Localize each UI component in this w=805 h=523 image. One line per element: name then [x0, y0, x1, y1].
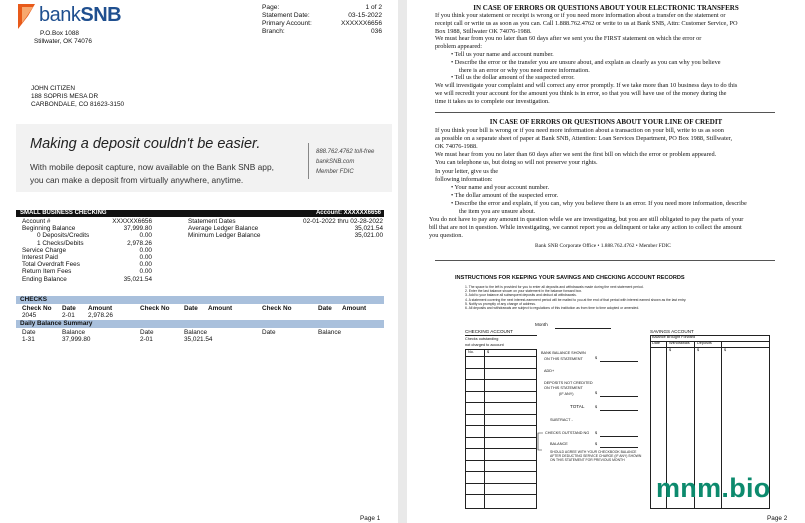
promo-banner: [16, 124, 392, 192]
summary-label: 0 Deposits/Credits: [37, 232, 90, 240]
checks-section-bar: [16, 296, 384, 304]
checks-outstanding-box[interactable]: [465, 349, 537, 509]
summary-label: Return Item Fees: [22, 268, 72, 276]
checks-cell: 2045: [22, 312, 37, 319]
note-line: ON THIS STATEMENT FOR PREVIOUS MONTH: [550, 458, 625, 463]
check-entry-line[interactable]: [465, 437, 537, 438]
instructions-title: INSTRUCTIONS FOR KEEPING YOUR SAVINGS AND CHECKING ACCOUNT RECORDS: [455, 275, 685, 281]
check-entry-line[interactable]: [465, 471, 537, 472]
promo-site-link[interactable]: bankSNB.com: [316, 159, 355, 165]
balance-forward-label: Balance Brought Forward: [652, 335, 696, 339]
daily-cell: 37,999.80: [62, 336, 91, 343]
electronic-line: we will recredit your account for the amount you think is in error, so that you will have use of the money during the: [435, 90, 727, 97]
electronic-line: receipt call or write us as soon as you can. Call 1.888.762.4762 or write to us at Bank SNB, Attn: Customer Service, PO: [435, 19, 738, 27]
summary-value: 0.00: [139, 232, 152, 240]
summary-value: 0.00: [139, 254, 152, 261]
credit-line: • Your name and your account number.: [451, 183, 550, 191]
promo-line2: you can make a deposit from virtually anywhere, anytime.: [30, 175, 244, 185]
customer-name: JOHN CITIZEN: [31, 85, 76, 92]
branch-label: Branch:: [262, 28, 285, 35]
line-of-credit-title: IN CASE OF ERRORS OR QUESTIONS ABOUT YOUR LINE OF CREDIT: [489, 118, 723, 126]
checks-cell: 2-01: [62, 312, 75, 319]
instruction-step: 2. Enter the last balance shown on your statement in the balance forward box.: [465, 289, 583, 294]
electronic-line: • Tell us the dollar amount of the suspected error.: [451, 74, 575, 82]
daily-cell: 2-01: [140, 336, 153, 343]
total-dollar: $: [595, 405, 598, 409]
check-entry-line[interactable]: [465, 379, 537, 380]
checks-title: CHECKS: [20, 296, 47, 303]
checks-header: Amount: [342, 305, 367, 312]
electronic-line: Box 1988, Stillwater OK 74076-1988.: [435, 27, 532, 35]
summary-value: 35,021.00: [354, 232, 383, 240]
bracket-arrow-icon: [536, 432, 544, 452]
bank-balance-dollar: $: [595, 356, 598, 360]
summary-value: 37,999.80: [123, 225, 152, 233]
customer-street: 188 SOPRIS MESA DR: [31, 93, 99, 100]
daily-balance-title: Daily Balance Summary: [20, 320, 93, 327]
not-charged-label: not charged to account: [465, 343, 504, 347]
checks-outstanding-caps-label: CHECKS OUTSTAND NG: [545, 431, 590, 435]
checks-header: Amount: [88, 305, 113, 312]
watermark: mnm.bio: [656, 473, 771, 503]
daily-balance-bar: [16, 320, 384, 328]
check-entry-line[interactable]: [465, 460, 537, 461]
credit-line: following information:: [435, 175, 493, 183]
summary-value: 35,021.54: [354, 225, 383, 233]
on-statement-label: ON THIS STATEMENT: [544, 357, 583, 361]
instruction-step: 1. The space to the left is provided for you to enter all deposits and withdrawals made during the next statement period.: [465, 285, 644, 289]
deposits-not-credited-label: DEPOSITS NOT CREDITED: [544, 381, 593, 385]
savings-withdrawals-header: Withdrawals: [669, 341, 690, 345]
page-number-2: Page 2: [767, 515, 788, 522]
instruction-step: 4. A statement covering the next interest-earnment period will be mailed to you at the end of that period with interest earned shown as the last entry.: [465, 297, 687, 302]
credit-line: You can telephone us, but doing so will not preserve your rights.: [435, 159, 598, 167]
daily-header: Balance: [318, 329, 342, 336]
page-number: Page 1: [360, 515, 381, 522]
daily-cell: 1-31: [22, 336, 35, 343]
checks-outstanding-label: Checks outstanding: [465, 337, 499, 341]
daily-header: Balance: [62, 329, 86, 336]
daily-header: Balance: [184, 329, 208, 336]
credit-line: OK 74076-1988.: [435, 143, 478, 151]
promo-contact: [316, 147, 374, 177]
checks-header: Check No: [262, 305, 292, 312]
checks-outstanding-dollar: $: [595, 431, 598, 435]
deposits-line[interactable]: [600, 396, 638, 397]
statement-header: [262, 4, 382, 44]
credit-line: as possible on a separate sheet of paper at Bank SNB, Attention: Loan Services Department, PO Box 1988, Stillwater,: [435, 135, 733, 143]
section-divider: [435, 112, 775, 113]
savings-date-header: Date: [652, 341, 661, 345]
summary-label: Service Charge: [22, 246, 67, 254]
month-label: Month: [535, 322, 548, 327]
note-line: SHOULD AGREE WITH YOUR CHECKBOOK BALANCE: [550, 450, 637, 454]
statement-date-value: 03-15-2022: [348, 12, 382, 19]
summary-label: Minimum Ledger Balance: [188, 232, 261, 240]
total-label: TOTAL: [570, 404, 585, 409]
primary-account-label: Primary Account:: [262, 20, 312, 27]
section-divider-2: [435, 260, 775, 261]
credit-line: the item you are unsure about.: [459, 208, 536, 215]
checks-header: Date: [62, 305, 76, 312]
promo-divider: [308, 143, 309, 179]
primary-account-value: XXXXXX6656: [340, 20, 382, 27]
credit-line: • Describe the error and explain, if you can, why you believe there is an error. If you need more information, describe: [451, 199, 747, 207]
credit-line: We must hear from you no later than 60 days after we sent the first bill on which the error or problem appeared.: [435, 151, 717, 159]
credit-line: • The dollar amount of the suspected error.: [451, 191, 559, 199]
credit-line: In your letter, give us the: [435, 167, 499, 175]
balance-label: BALANCE: [550, 442, 568, 446]
electronic-line: • Tell us your name and account number.: [451, 51, 554, 58]
branch-value: 036: [370, 28, 382, 35]
note-line: AFTER DEDUCTING SERVICE CHARGE (IF ANY) SHOWN: [550, 454, 642, 459]
instruction-step: 3. Add to your balance all subsequent deposits and deduct all withdrawals.: [465, 293, 577, 298]
electronic-line: We must hear from you no later than 60 days after we sent you the FIRST statement on which the error or: [435, 35, 702, 43]
checks-header: Amount: [208, 305, 233, 312]
check-dollar-sign: $: [487, 350, 490, 354]
electronic-transfers-title: IN CASE OF ERRORS OR QUESTIONS ABOUT YOUR ELECTRONIC TRANSFERS: [473, 4, 739, 12]
summary-value: 0.00: [139, 246, 152, 254]
check-entry-line[interactable]: [465, 402, 537, 403]
savings-withdrawal-dollar: $: [669, 348, 672, 352]
checking-account-title: Account: XXXXXX6656: [315, 210, 381, 216]
instruction-step: 5. Notify us promptly of any change of address.: [465, 301, 536, 306]
savings-account-title: SAVINGS ACCOUNT: [650, 329, 694, 334]
credit-line: you question.: [429, 232, 463, 240]
bank-balance-line[interactable]: [600, 361, 638, 362]
promo-phone: 888.762.4762 toll-free: [316, 149, 375, 155]
summary-label: Interest Paid: [22, 254, 58, 261]
summary-value: XXXXXX6656: [112, 218, 152, 225]
balance-dollar: $: [595, 442, 598, 446]
summary-label: Beginning Balance: [22, 225, 76, 233]
checks-cell: 2,978.26: [88, 312, 113, 319]
check-entry-line[interactable]: [465, 356, 537, 357]
check-no-label: No.: [468, 350, 474, 354]
check-entry-line[interactable]: [465, 483, 537, 484]
page-value: 1 of 2: [365, 4, 382, 11]
subtract-label: SUBTRACT -: [550, 418, 573, 422]
savings-deposit-dollar: $: [697, 348, 700, 352]
customer-city: CARBONDALE, CO 81623-3150: [31, 101, 125, 108]
daily-header: Date: [140, 329, 154, 336]
summary-label: Account #: [22, 218, 51, 225]
checking-section-bar: [16, 210, 384, 217]
summary-label: Average Ledger Balance: [188, 225, 259, 233]
month-line: [555, 328, 611, 329]
credit-line: bill that are not in question. While investigating, we cannot report you as delinquent or take any action to collect the amount: [429, 224, 742, 232]
bank-address-line1: P.O.Box 1088: [40, 30, 79, 37]
statement-page-2: [407, 0, 805, 523]
credit-line: If you think your bill is wrong or if you need more information about a transaction on your bill, write to us as soon: [435, 127, 724, 134]
instruction-step: 6. All deposits and withdrawals are subject to regulations of this institution as from time to time adopted or amended.: [465, 306, 640, 310]
summary-label: Ending Balance: [22, 275, 67, 283]
checks-header: Check No: [140, 305, 170, 312]
checks-header: Date: [184, 305, 198, 312]
daily-header: Date: [22, 329, 36, 336]
deposits-dollar: $: [595, 391, 598, 395]
summary-value: 0.00: [139, 268, 152, 276]
check-entry-line[interactable]: [465, 391, 537, 392]
electronic-line: problem appeared:: [435, 43, 483, 51]
electronic-line: We will investigate your complaint and will correct any error promptly. If we take more than 10 business days to do this: [435, 82, 738, 90]
savings-header-line: [650, 347, 770, 348]
checks-outstanding-line[interactable]: [600, 436, 638, 437]
electronic-line: If you think your statement or receipt is wrong or if you need more information about a transfer on the statement or: [435, 12, 726, 19]
bank-address-line2: Stillwater, OK 74076: [34, 38, 92, 45]
promo-body: [30, 161, 274, 187]
promo-line1: With mobile deposit capture, now available on the Bank SNB app,: [30, 162, 274, 172]
if-any-label: (IF ANY): [559, 392, 574, 396]
check-entry-line[interactable]: [465, 494, 537, 495]
summary-value: 0.00: [139, 261, 152, 269]
summary-value: 35,021.54: [123, 275, 152, 283]
page-label: Page:: [262, 4, 280, 11]
electronic-line: time it takes us to complete our investigation.: [435, 97, 550, 105]
credit-line: You do not have to pay any amount in question while we are investigating, but you are still obligated to pay the parts of your: [429, 216, 744, 224]
summary-label: Statement Dates: [188, 218, 236, 225]
balance-line[interactable]: [600, 447, 638, 448]
promo-fdic: Member FDIC: [316, 169, 354, 175]
daily-cell: 35,021.54: [184, 336, 213, 343]
check-entry-line[interactable]: [465, 425, 537, 426]
total-line[interactable]: [600, 410, 638, 411]
bank-balance-label: BANK BALANCE SHOWN: [541, 351, 586, 355]
checking-title: SMALL BUSINESS CHECKING: [20, 210, 107, 216]
checks-box-divider: [484, 349, 485, 509]
summary-value: 2,978.26: [127, 239, 152, 247]
check-entry-line[interactable]: [465, 368, 537, 369]
checks-header: Check No: [22, 305, 52, 312]
savings-deposits-header: Deposits: [697, 341, 712, 345]
checking-account-title: CHECKING ACCOUNT: [465, 329, 513, 334]
statement-date-label: Statement Date:: [262, 12, 310, 19]
statement-page-1: [0, 0, 398, 523]
checking-title-underline: [465, 335, 537, 336]
savings-balance-dollar: $: [724, 348, 727, 352]
summary-label: Total Overdraft Fees: [22, 261, 80, 269]
corporate-footer: Bank SNB Corporate Office • 1.888.762.4762 • Member FDIC: [535, 243, 671, 249]
checks-header: Date: [318, 305, 332, 312]
promo-headline: Making a deposit couldn't be easier.: [30, 136, 261, 152]
electronic-line: • Describe the error or the transfer you are unsure about, and explain as clearly as you can why you believe: [451, 58, 721, 66]
summary-label: 1 Checks/Debits: [37, 239, 84, 247]
summary-value: 02-01-2022 thru 02-28-2022: [303, 218, 383, 225]
on-this-statement-label: ON THIS STATEMENT: [544, 386, 583, 390]
daily-header: Date: [262, 329, 276, 336]
check-entry-line[interactable]: [465, 414, 537, 415]
add-label: ADD+: [544, 369, 555, 373]
electronic-line: there is an error or why you need more information.: [459, 66, 590, 74]
check-entry-line[interactable]: [465, 448, 537, 449]
bank-logo-text: bankSNB: [39, 4, 122, 26]
bank-logo-icon: [16, 3, 37, 30]
